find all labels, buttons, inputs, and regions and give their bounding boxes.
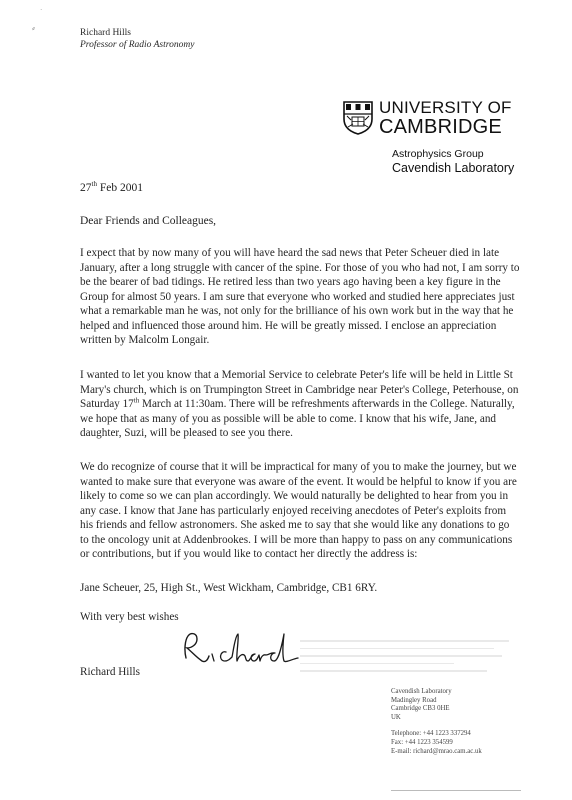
letter-date [80,180,143,194]
paragraph-3: We do recognize of course that it will be impractical for many of you to make the journey, but we wanted to make sure that everyone was aware of the event. It would be helpful to know if you are likely to come so we can plan accordingly. We would naturally be delighted to hear from you in any case. I know that Jane has particularly enjoyed receiving anecdotes of Peter's exploits from his friends and fellow astronomers. She asked me to say that she would like any donations to go to the oncology unit at Addenbrookes. I will be more than happy to pass on any communications or contributions, but if you would like to contact her directly the address is: [80,461,517,560]
footer-fax: Fax: +44 1223 354599 [391,738,453,746]
handwritten-signature [178,628,308,670]
department-group: Astrophysics Group [392,148,484,160]
department-laboratory: Cavendish Laboratory [392,161,515,175]
footer-telephone: Telephone: +44 1223 337294 [391,730,471,738]
scan-mark: · [40,6,43,14]
sender-title: Professor of Radio Astronomy [80,40,195,50]
university-wordmark [379,98,512,137]
footer-contact [391,688,482,756]
scan-mark: ⸗ [32,23,35,33]
signer-name: Richard Hills [80,666,140,678]
university-logo [343,99,523,141]
footer-email: E-mail: richard@mrao.cam.ac.uk [391,747,482,755]
paragraph-2-part-2: March at 11:30am. There will be refreshments afterwards in the College. Naturally, we hope that as many of you as possible will be able to come. I know that his wife, Jane, and daughter, Suzi, will be pleased to see you there. [80,398,515,439]
footer-rule [391,790,521,791]
paragraph-2 [80,368,520,441]
footer-address-line: Madingley Road [391,696,437,704]
paragraph-1: I expect that by now many of you will have heard the sad news that Peter Scheuer died in late January, after a long struggle with cancer of the spine. For those of you who had not, I am sorry to be the bearer of bad tidings. He retired less than two years ago having been a key figure in the Group for almost 50 years. I am sure that everyone who worked and studied here appreciates just what a remarkable man he was, not only for the brilliance of his own work but in the way that he helped and influenced those around him. He will be greatly missed. I enclose an appreciation written by Malcolm Longair. [80,247,520,346]
salutation: Dear Friends and Colleagues, [80,215,217,227]
date-suffix: th [91,180,97,188]
paragraph-2-suffix: th [133,396,140,405]
wordmark-line-2: CAMBRIDGE [379,116,502,138]
footer-address-line: Cambridge CB3 0HE [391,705,450,713]
university-crest-icon [343,101,373,135]
footer-address-line: UK [391,713,401,721]
department-block [392,147,514,176]
contact-address: Jane Scheuer, 25, High St., West Wickham, Cambridge, CB1 6RY. [80,582,378,594]
wordmark-line-1: UNIVERSITY OF [379,98,512,117]
date-day: 27 [80,181,92,194]
footer-address-line: Cavendish Laboratory [391,688,452,695]
closing: With very best wishes [80,611,179,623]
sender-block [80,27,194,51]
sender-name: Richard Hills [80,28,131,38]
date-rest: Feb 2001 [99,181,143,194]
paragraph-2-part-1: I wanted to let you know that a Memorial Service to celebrate Peter's life will be held in Little St Mary's church, which is on Trumpington Street in Cambridge near Peter's College, Peterhouse, on Saturday 17 [80,369,519,410]
